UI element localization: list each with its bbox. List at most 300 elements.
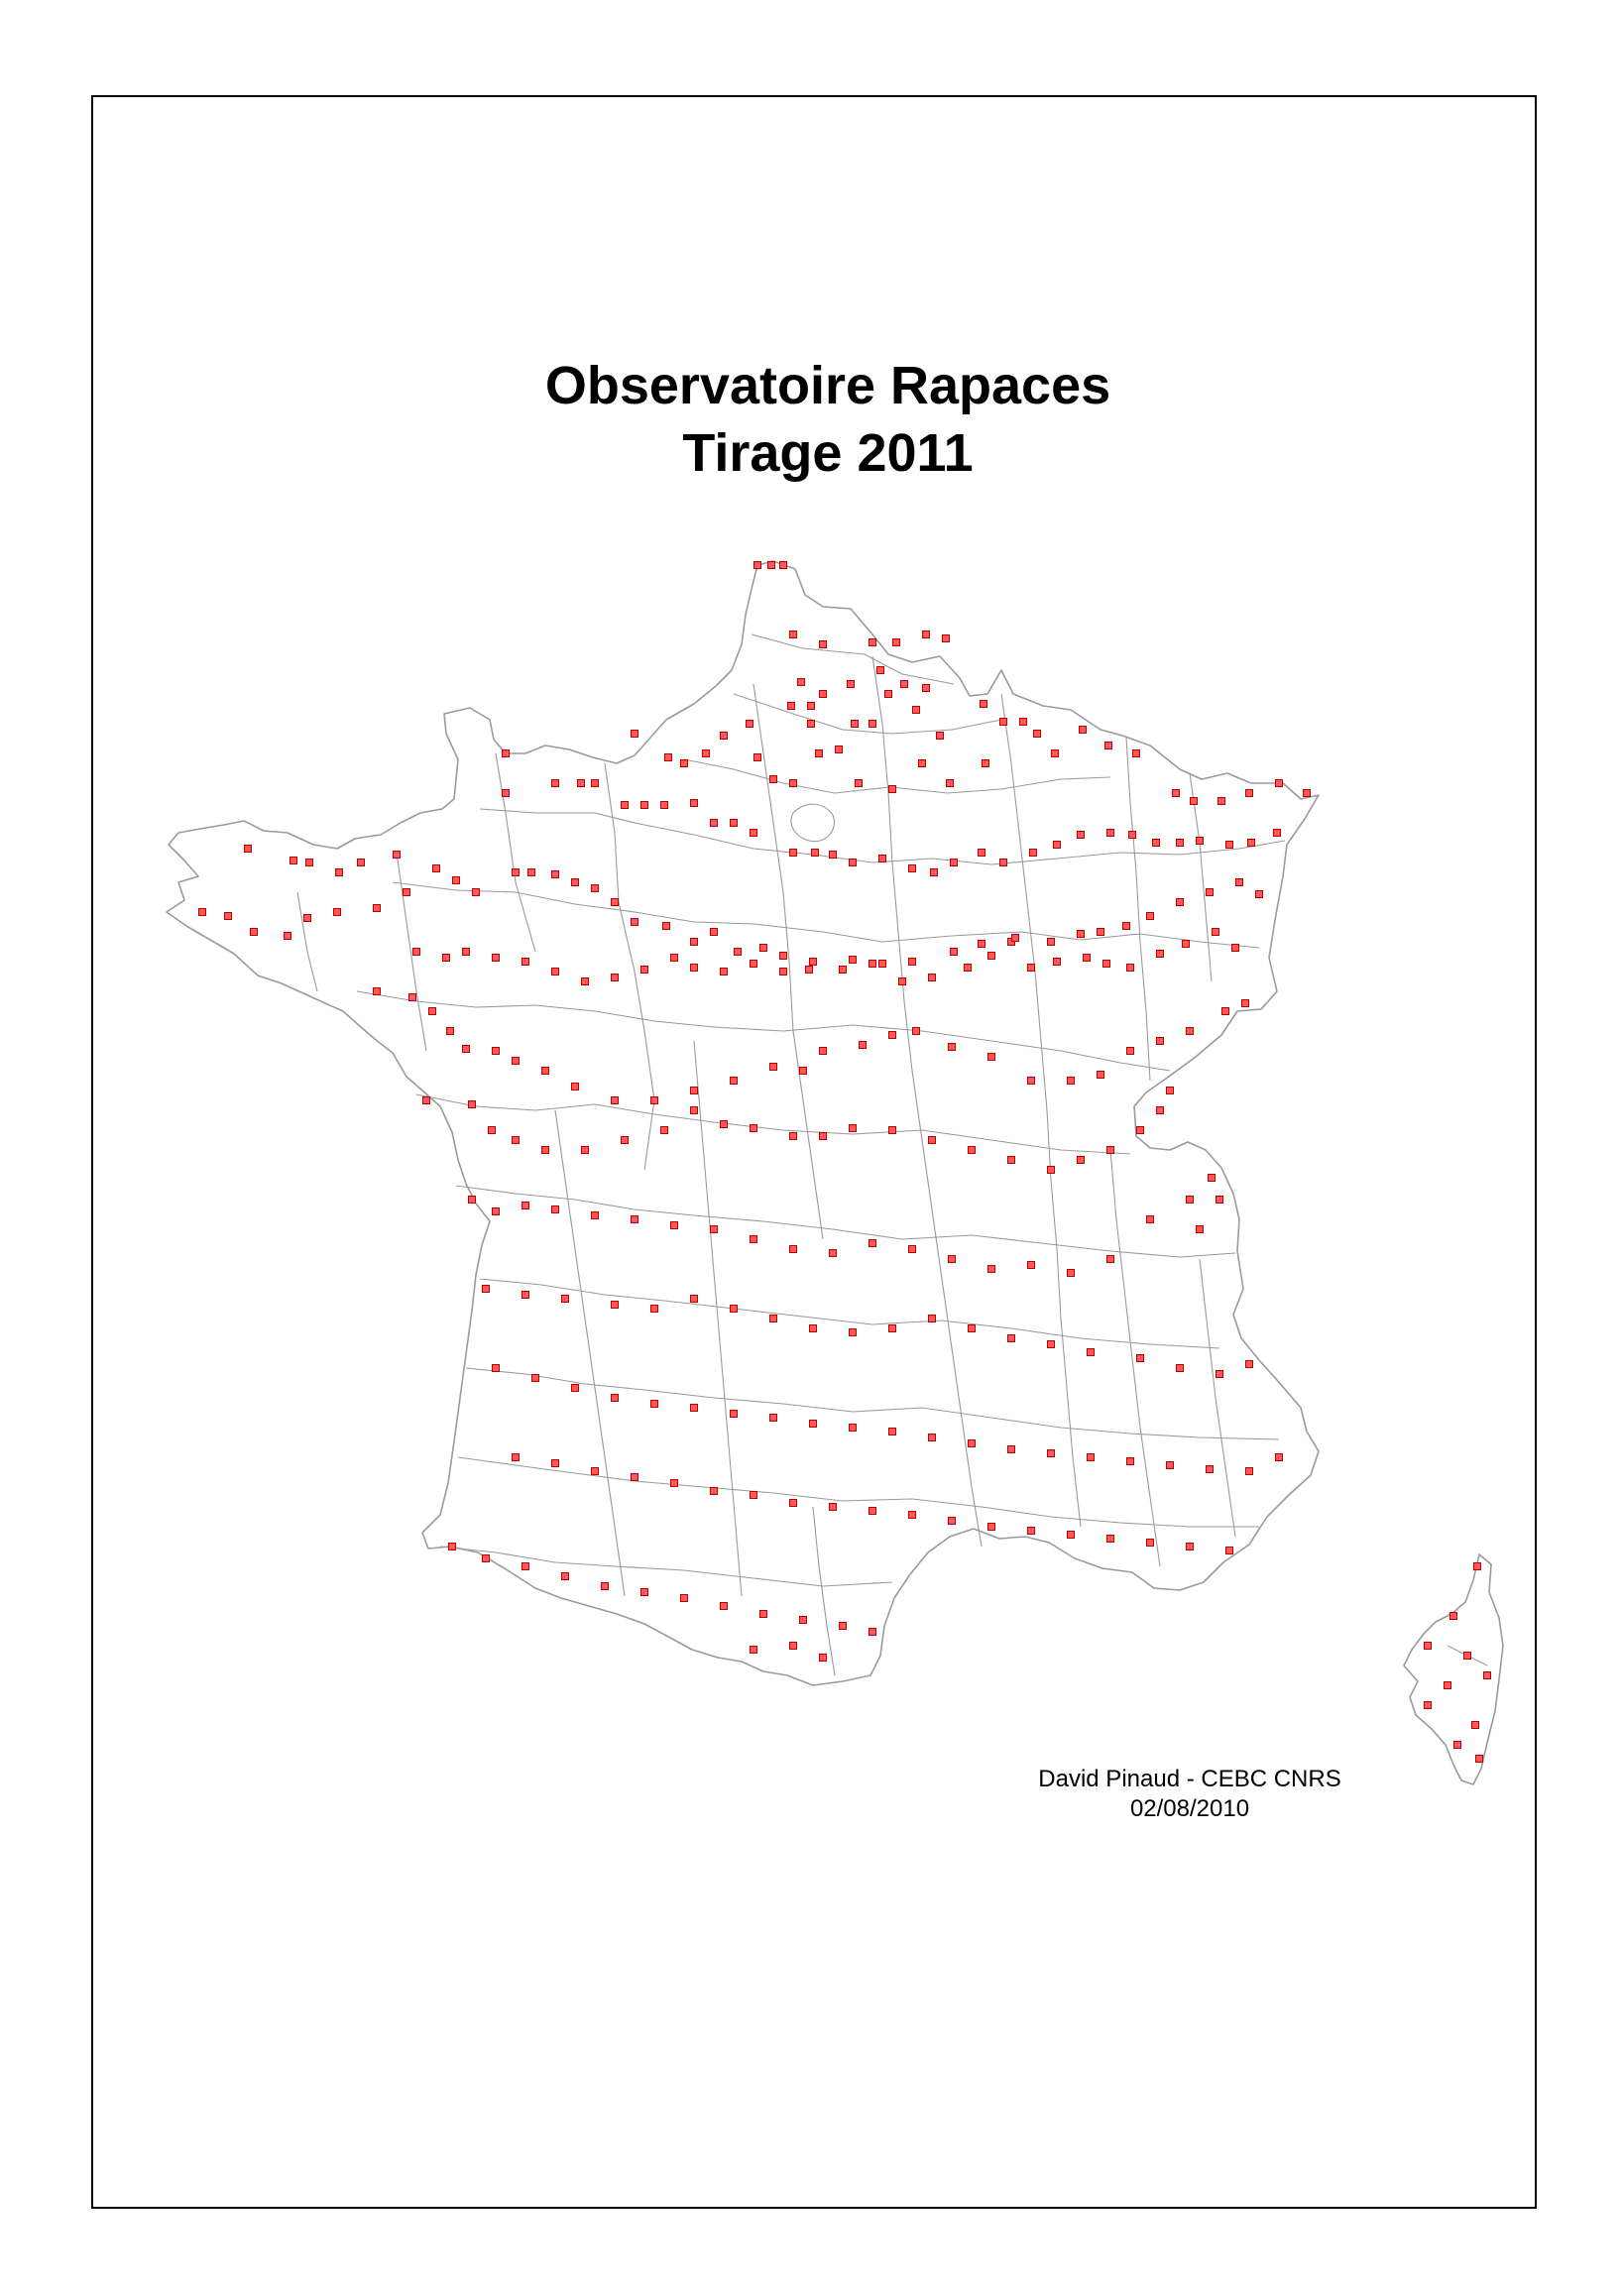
sample-marker [988,1524,995,1531]
sample-marker [820,1048,827,1055]
sample-marker [770,776,777,783]
sample-marker [691,1088,698,1094]
sample-marker [810,1325,817,1332]
sample-marker [879,961,886,968]
sample-marker [869,639,876,646]
sample-marker [449,1544,456,1550]
sample-marker [290,858,297,864]
sample-marker [285,933,291,940]
sample-marker [592,780,599,787]
sample-marker [798,679,805,686]
sample-marker [840,967,847,974]
sample-marker [1098,929,1104,936]
sample-marker [1068,1532,1075,1539]
sample-marker [522,1292,529,1299]
sample-marker [592,1212,599,1219]
sample-marker [731,1411,738,1418]
sample-marker [199,909,206,916]
sample-marker [889,1032,896,1039]
sample-marker [1187,1197,1194,1204]
sample-marker [988,1054,995,1061]
sample-marker [1147,913,1154,920]
sample-marker [661,1127,668,1134]
sample-marker [850,1329,857,1336]
sample-marker [808,703,815,710]
sample-marker [1000,860,1007,866]
sample-marker [1213,929,1219,936]
sample-marker [1048,1450,1055,1457]
sample-marker [1054,842,1061,849]
sample-marker [469,1197,476,1204]
sample-marker [929,1435,936,1441]
sample-marker [790,631,797,638]
sample-marker [483,1555,490,1562]
sample-marker [622,802,629,809]
sample-marker [731,820,738,827]
sample-marker [1207,1466,1214,1473]
mainland-outline [167,561,1319,1685]
sample-marker [1028,1528,1035,1535]
sample-marker [1127,1458,1134,1465]
sample-marker [1274,830,1281,837]
sample-marker [790,780,797,787]
sample-marker [850,957,857,964]
country-outline [167,561,1503,1784]
sample-marker [552,780,559,787]
sample-marker [513,1454,520,1461]
sample-marker [1242,1000,1249,1007]
sample-marker [889,1127,896,1134]
sample-marker [374,905,381,912]
sample-marker [1048,1167,1055,1174]
sample-marker [889,786,896,793]
sample-marker [251,929,258,936]
sample-marker [592,885,599,892]
sample-marker [463,949,470,956]
sample-marker [1153,840,1160,847]
sample-marker [1183,941,1190,948]
sample-marker [447,1028,454,1035]
sample-marker [1103,961,1110,968]
sample-marker [852,721,859,728]
sample-marker [1000,719,1007,726]
sample-marker [731,1306,738,1313]
sample-marker [850,1425,857,1432]
sample-marker [830,1250,837,1257]
sample-marker [1147,1540,1154,1547]
sample-marker [582,978,589,985]
sample-marker [1484,1672,1491,1679]
sample-marker [969,1440,976,1447]
sample-marker [671,1480,678,1487]
sample-marker [632,731,638,738]
sample-marker [808,721,815,728]
sample-marker [1028,1078,1035,1085]
sample-marker [409,994,416,1001]
sample-marker [1173,790,1180,797]
sample-marker [358,860,365,866]
sample-marker [336,869,343,876]
sample-marker [542,1147,549,1154]
sample-marker [969,1325,976,1332]
sample-marker [780,562,787,569]
sample-marker [1226,1548,1233,1554]
sample-marker [1078,931,1085,938]
sample-marker [979,850,985,857]
sample-marker [820,1655,827,1662]
sample-marker [503,750,510,757]
sample-marker [947,780,954,787]
sample-marker [1068,1270,1075,1277]
sample-marker [578,780,585,787]
sample-marker [1445,1682,1451,1689]
sample-marker [1167,1462,1174,1469]
sample-marker [899,978,906,985]
sample-marker [513,1058,520,1065]
sample-marker [552,1206,559,1213]
sample-marker [981,701,987,708]
sample-marker [770,1064,777,1071]
map-credit [991,1765,1388,1824]
sample-marker [988,953,995,960]
sample-marker [788,703,795,710]
sample-marker [602,1583,609,1590]
sample-marker [1157,1038,1164,1045]
sample-marker [681,1595,688,1602]
sample-marker [721,733,728,740]
sample-marker [1048,939,1055,946]
sample-marker [1107,1536,1114,1543]
sample-marker [711,1488,718,1495]
sample-marker [528,869,535,876]
sample-marker [812,850,819,857]
sample-marker [1246,790,1253,797]
sample-marker [641,967,648,974]
sample-marker [612,1302,619,1309]
sample-marker [760,1611,767,1618]
sample-marker [651,1097,658,1104]
sample-marker [1276,780,1283,787]
sample-marker [919,760,926,767]
sample-marker [423,1097,430,1104]
sample-marker [1246,1468,1253,1475]
sample-marker [552,1460,559,1467]
sample-marker [1030,850,1037,857]
sample-marker [790,1643,797,1650]
sample-marker [790,850,797,857]
sample-marker [691,939,698,946]
sample-marker [1137,1355,1144,1362]
sample-marker [1209,1175,1216,1182]
sample-marker [754,562,761,569]
sample-marker [969,1147,976,1154]
sample-marker [1088,1349,1095,1356]
sample-marker [429,1008,436,1015]
sample-marker [754,754,761,761]
sample-marker [943,635,950,642]
sample-marker [1450,1613,1457,1620]
sample-marker [1472,1722,1479,1729]
sample-marker [612,1097,619,1104]
sample-marker [790,1246,797,1253]
sample-marker [751,1236,757,1243]
sample-marker [909,959,916,966]
sample-marker [751,1492,757,1499]
sample-marker [433,865,440,872]
sample-marker [1304,790,1311,797]
sample-marker [1052,750,1059,757]
sample-marker [721,969,728,976]
sample-marker [780,969,787,976]
sample-marker [1222,1008,1229,1015]
sample-marker [592,1468,599,1475]
sample-markers [199,562,1491,1763]
sample-marker [1127,1048,1134,1055]
sample-marker [663,923,670,930]
sample-marker [869,961,876,968]
sample-marker [893,639,900,646]
map-title-line2: Tirage 2011 [682,423,974,483]
sample-marker [691,965,698,972]
sample-marker [869,721,876,728]
sample-marker [923,685,930,692]
sample-marker [806,967,813,974]
sample-marker [443,955,450,962]
sample-marker [768,562,775,569]
sample-marker [641,1589,648,1596]
sample-marker [889,1429,896,1435]
sample-marker [612,975,619,981]
sample-marker [1256,891,1263,898]
sample-marker [404,889,410,896]
sample-marker [582,1147,589,1154]
sample-marker [856,780,863,787]
sample-marker [751,1647,757,1654]
sample-marker [1425,1702,1432,1709]
sample-marker [522,1563,529,1570]
sample-marker [513,869,520,876]
sample-marker [691,1107,698,1114]
sample-marker [394,852,401,859]
sample-marker [780,953,787,960]
sample-marker [816,750,823,757]
sample-marker [562,1296,569,1303]
sample-marker [951,949,958,956]
sample-marker [1048,1341,1055,1348]
sample-marker [965,965,972,972]
sample-marker [665,754,672,761]
sample-marker [552,969,559,976]
credit-author: David Pinaud - CEBC CNRS [1038,1766,1341,1792]
sample-marker [1216,1197,1223,1204]
sample-marker [840,1623,847,1630]
sample-marker [1216,1371,1223,1378]
map-title-line1: Observatoire Rapaces [544,356,1111,415]
sample-marker [929,1316,936,1322]
sample-marker [1107,1256,1114,1263]
sample-marker [830,852,837,859]
sample-marker [641,802,648,809]
sample-marker [1187,1028,1194,1035]
sample-marker [1034,731,1041,738]
sample-marker [1197,838,1204,845]
sample-marker [651,1306,658,1313]
sample-marker [1207,889,1214,896]
sample-marker [1107,830,1114,837]
sample-marker [929,975,936,981]
sample-marker [532,1375,539,1382]
sample-marker [988,1266,995,1273]
sample-marker [1078,832,1085,839]
sample-marker [979,941,985,948]
sample-marker [493,1365,500,1372]
sample-marker [691,800,698,807]
sample-marker [413,949,420,956]
sample-marker [572,1385,579,1392]
sample-marker [632,1216,638,1223]
sample-marker [1137,1127,1144,1134]
sample-marker [503,790,510,797]
sample-marker [770,1415,777,1422]
sample-marker [949,1518,956,1525]
sample-marker [731,1078,738,1085]
sample-marker [632,919,638,926]
sample-marker [913,707,920,714]
sample-marker [848,681,855,688]
sample-marker [836,746,843,753]
sample-marker [830,1504,837,1511]
sample-marker [1157,1107,1164,1114]
sample-marker [860,1042,867,1049]
sample-marker [820,691,827,698]
sample-marker [493,1048,500,1055]
sample-marker [850,1125,857,1132]
sample-marker [1248,840,1255,847]
sample-marker [1129,832,1136,839]
sample-marker [770,1316,777,1322]
sample-marker [1187,1544,1194,1550]
sample-marker [493,1208,500,1215]
sample-marker [562,1573,569,1580]
sample-marker [304,915,311,922]
sample-marker [622,1137,629,1144]
sample-marker [1246,1361,1253,1368]
sample-marker [1127,965,1134,972]
sample-marker [923,631,930,638]
sample-marker [489,1127,496,1134]
sample-marker [869,1629,876,1636]
sample-marker [1107,1147,1114,1154]
sample-marker [703,750,710,757]
sample-marker [1054,959,1061,966]
sample-marker [1276,1454,1283,1461]
sample-marker [721,1121,728,1128]
sample-marker [1098,1072,1104,1079]
sample-marker [1474,1563,1481,1570]
sample-marker [572,1084,579,1091]
sample-marker [983,760,989,767]
credit-date: 02/08/2010 [1129,1795,1250,1822]
sample-marker [245,846,252,853]
sample-marker [885,691,892,698]
sample-marker [711,1226,718,1233]
corsica-outline [1404,1554,1503,1784]
sample-marker [493,955,500,962]
sample-marker [711,820,718,827]
sample-marker [513,1137,520,1144]
sample-marker [1105,743,1112,749]
sample-marker [949,1256,956,1263]
sample-marker [1123,923,1130,930]
sample-marker [929,1137,936,1144]
sample-marker [869,1508,876,1515]
sample-marker [552,871,559,878]
sample-marker [1476,1756,1483,1763]
sample-marker [735,949,742,956]
sample-marker [1133,750,1140,757]
sample-marker [469,1101,476,1108]
sample-marker [1177,899,1184,906]
sample-marker [810,1421,817,1428]
sample-marker [681,760,688,767]
sample-marker [913,1028,920,1035]
sample-marker [909,865,916,872]
sample-marker [691,1296,698,1303]
sample-marker [374,988,381,995]
sample-marker [1226,842,1233,849]
sample-marker [790,1500,797,1507]
sample-marker [760,945,767,952]
sample-marker [1078,1157,1085,1164]
sample-marker [1068,1078,1075,1085]
sample-marker [869,1240,876,1247]
sample-marker [671,955,678,962]
sample-marker [747,721,753,728]
sample-marker [800,1617,807,1624]
sample-marker [612,899,619,906]
sample-marker [651,1401,658,1408]
sample-marker [889,1325,896,1332]
sample-marker [1232,945,1239,952]
sample-marker [522,1203,529,1209]
sample-marker [949,1044,956,1051]
sample-marker [850,860,857,866]
sample-marker [877,667,884,674]
sample-marker [473,889,480,896]
sample-marker [1028,1262,1035,1269]
sample-marker [1197,1226,1204,1233]
sample-marker [810,959,817,966]
sample-marker [691,1405,698,1412]
sample-marker [453,877,460,884]
sample-marker [1008,1157,1015,1164]
sample-marker [334,909,341,916]
sample-marker [1012,935,1019,942]
sample-marker [542,1068,549,1075]
sample-marker [1177,1365,1184,1372]
sample-marker [1425,1643,1432,1650]
sample-marker [1084,955,1091,962]
sample-marker [800,1068,807,1075]
sample-marker [1157,951,1164,958]
sample-marker [751,1125,757,1132]
sample-marker [909,1512,916,1519]
sample-marker [1177,840,1184,847]
sample-marker [820,641,827,648]
sample-marker [612,1395,619,1402]
sample-marker [1236,879,1243,886]
sample-marker [225,913,232,920]
